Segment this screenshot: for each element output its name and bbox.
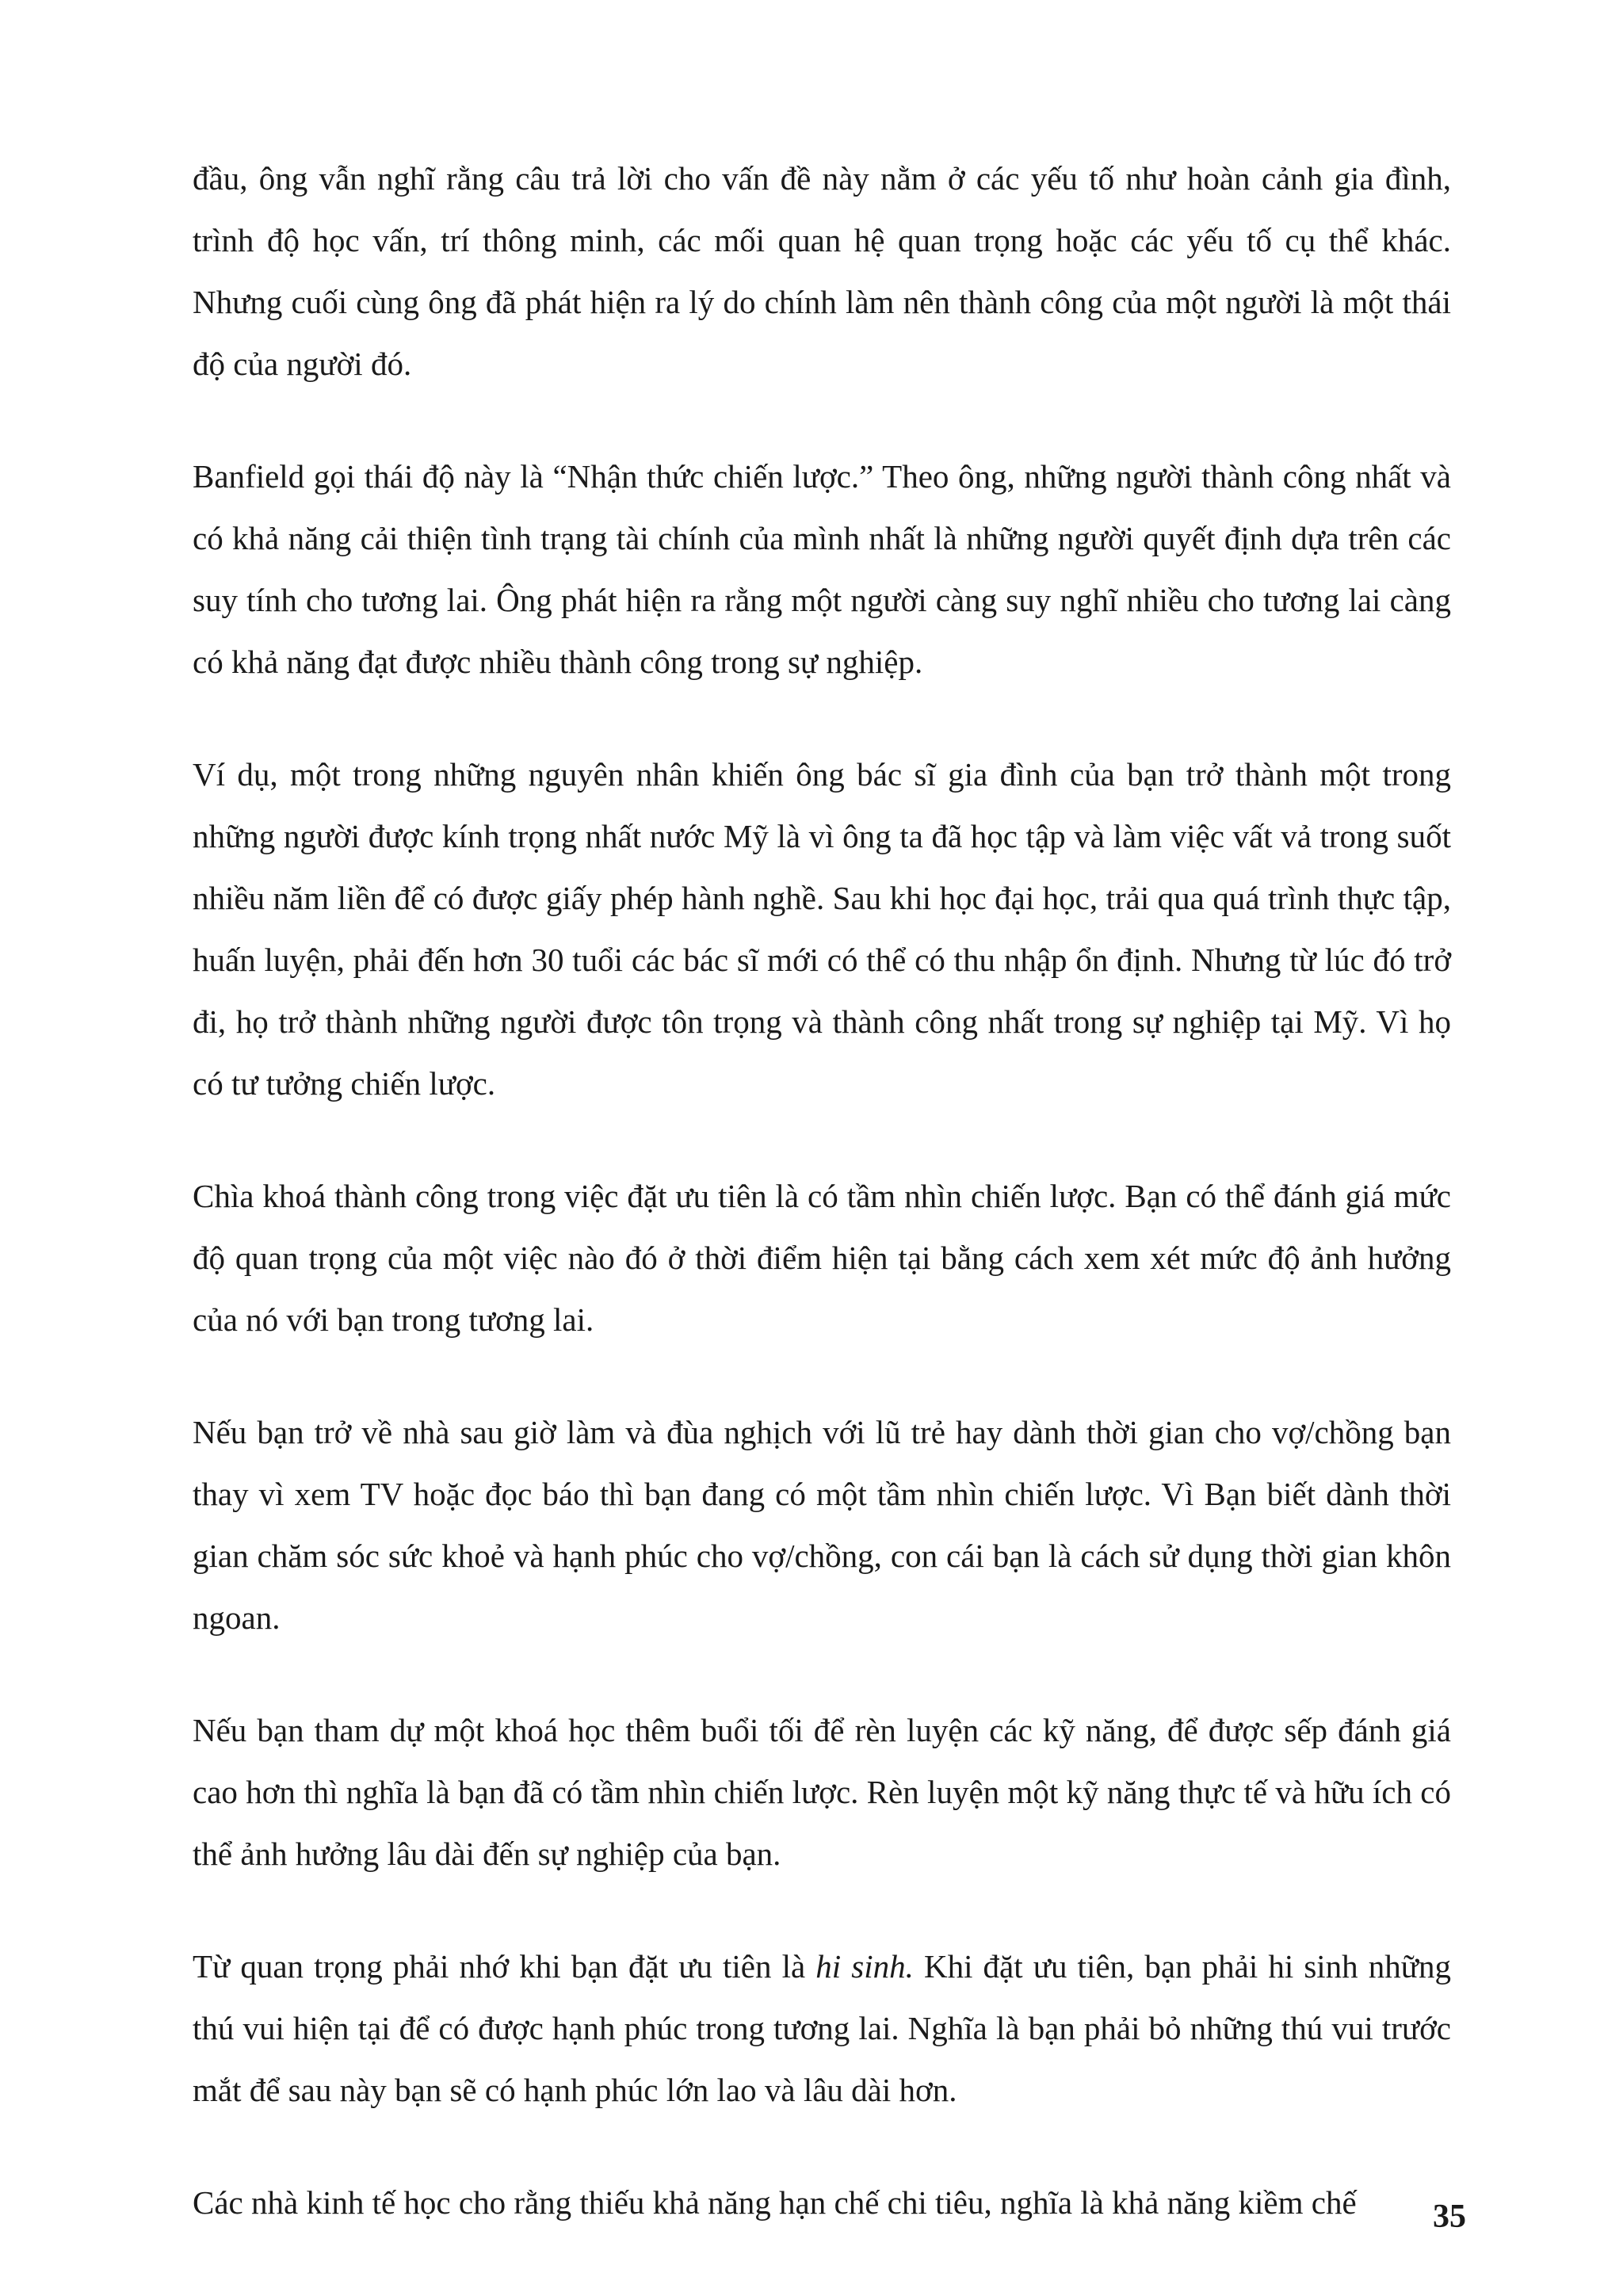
paragraph-strategic-awareness: Banfield gọi thái độ này là “Nhận thức chiến lược.” Theo ông, những người thành công nhất và có khả năng cải thiện tình trạng tài chính của mình nhất là những người quyết định dựa trên các suy tính cho tương lai. Ông phát hiện ra rằng một người càng suy nghĩ nhiều cho tương lai càng có khả năng đạt được nhiều thành công trong sự nghiệp.	[193, 458, 1451, 680]
paragraph-sacrifice	[193, 1935, 1451, 2121]
paragraph-evening-course: Nếu bạn tham dự một khoá học thêm buổi tối để rèn luyện các kỹ năng, để được sếp đánh giá cao hơn thì nghĩa là bạn đã có tầm nhìn chiến lược. Rèn luyện một kỹ năng thực tế và hữu ích có thể ảnh hưởng lâu dài đến sự nghiệp của bạn.	[193, 1712, 1451, 1872]
paragraph-success-factors: đầu, ông vẫn nghĩ rằng câu trả lời cho vấn đề này nằm ở các yếu tố như hoàn cảnh gia đình, trình độ học vấn, trí thông minh, các mối quan hệ quan trọng hoặc các yếu tố cụ thể khác. Nhưng cuối cùng ông đã phát hiện ra lý do chính làm nên thành công của một người là một thái độ của người đó.	[193, 160, 1451, 382]
paragraph-key-to-prioritizing: Chìa khoá thành công trong việc đặt ưu tiên là có tầm nhìn chiến lược. Bạn có thể đánh giá mức độ quan trọng của một việc nào đó ở thời điểm hiện tại bằng cách xem xét mức độ ảnh hưởng của nó với bạn trong tương lai.	[193, 1178, 1451, 1338]
page-number: 35	[1433, 2199, 1466, 2235]
paragraph-doctor-example: Ví dụ, một trong những nguyên nhân khiến ông bác sĩ gia đình của bạn trở thành một trong những người được kính trọng nhất nước Mỹ là vì ông ta đã học tập và làm việc vất vả trong suốt nhiều năm liền để có được giấy phép hành nghề. Sau khi học đại học, trải qua quá trình thực tập, huấn luyện, phải đến hơn 30 tuổi các bác sĩ mới có thể có thu nhập ổn định. Nhưng từ lúc đó trở đi, họ trở thành những người được tôn trọng và thành công nhất trong sự nghiệp tại Mỹ. Vì họ có tư tưởng chiến lược.	[193, 756, 1451, 1102]
sacrifice-text-before: Từ quan trọng phải nhớ khi bạn đặt ưu tiên là	[193, 1948, 816, 1985]
paragraph-family-time: Nếu bạn trở về nhà sau giờ làm và đùa nghịch với lũ trẻ hay dành thời gian cho vợ/chồng bạn thay vì xem TV hoặc đọc báo thì bạn đang có một tầm nhìn chiến lược. Vì Bạn biết dành thời gian chăm sóc sức khoẻ và hạnh phúc cho vợ/chồng, con cái bạn là cách sử dụng thời gian khôn ngoan.	[193, 1414, 1451, 1636]
sacrifice-emphasis: hi sinh.	[815, 1948, 914, 1985]
body-text	[193, 147, 1451, 2233]
sacrifice-text-after: Khi đặt ưu tiên, bạn phải hi sinh những thú vui hiện tại để có được hạnh phúc trong tương lai. Nghĩa là bạn phải bỏ những thú vui trước mắt để sau này bạn sẽ có hạnh phúc lớn lao và lâu dài hơn.	[193, 1948, 1451, 2108]
paragraph-economists: Các nhà kinh tế học cho rằng thiếu khả năng hạn chế chi tiêu, nghĩa là khả năng kiềm chế	[193, 2184, 1357, 2221]
